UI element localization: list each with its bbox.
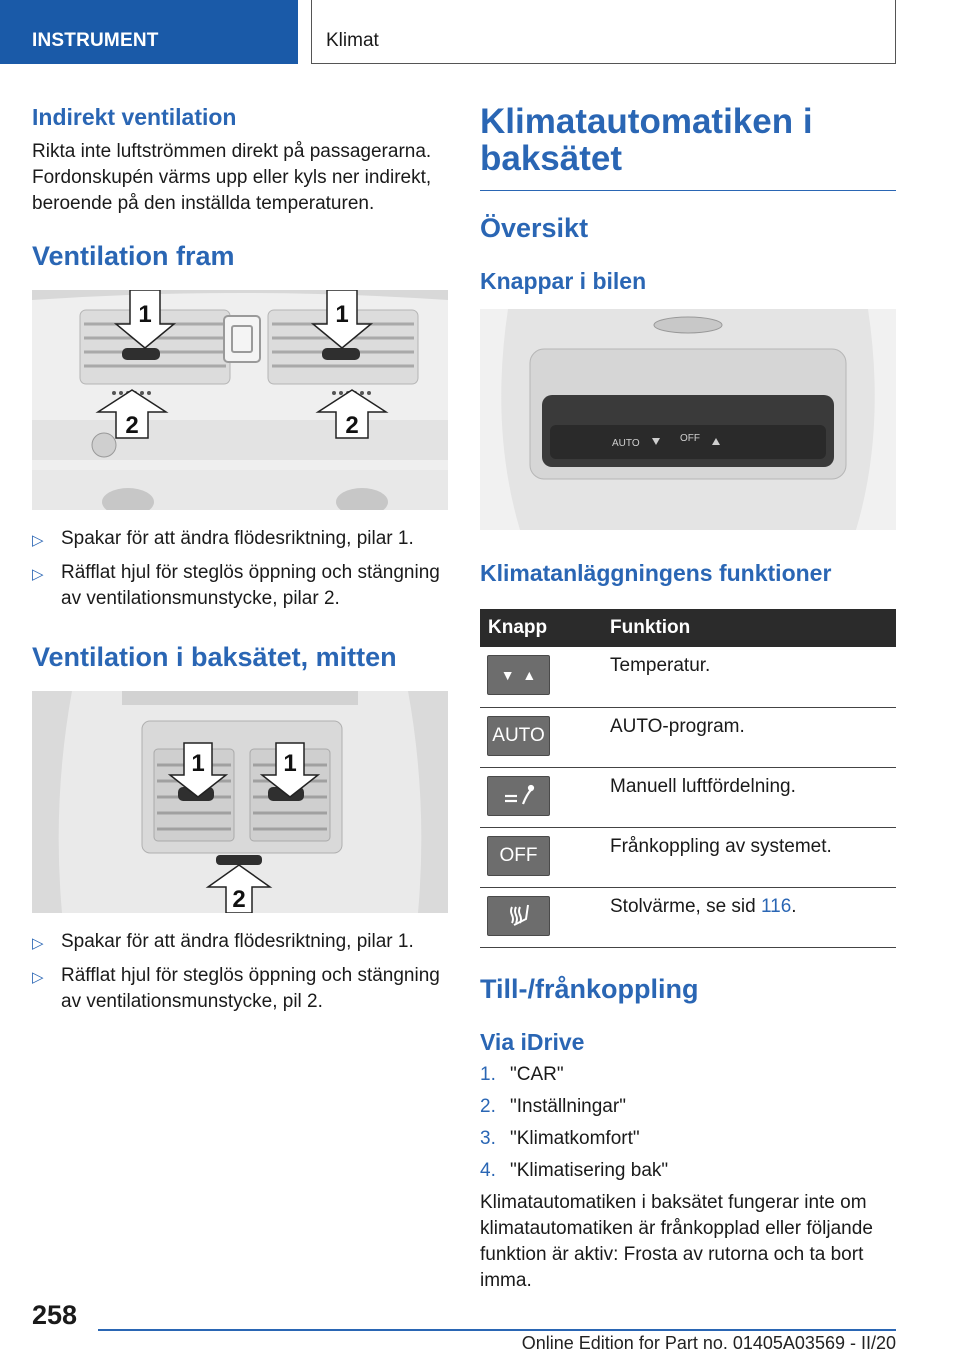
rear-callout-1-right: 1 [283, 750, 297, 777]
rear-ventilation-list [32, 929, 448, 1015]
section-tab[interactable] [0, 0, 298, 64]
page-116-link[interactable]: 116 [761, 895, 792, 917]
onoff-note: Klimatautomatiken i baksätet fungerar inte om klimatautomatiken är frånkopplad eller följande funktion är aktiv: Frosta av rutorna och ta bort imma. [480, 1191, 873, 1291]
functions-heading: Klimatanläggningens funktioner [480, 560, 832, 586]
left-column [32, 100, 448, 1023]
list-item: ▷ Spakar för att ändra flödesriktning, pilar 1. [32, 929, 448, 955]
functions-table [480, 609, 896, 948]
triangle-bullet-icon: ▷ [32, 935, 44, 952]
section-label: INSTRUMENT [32, 30, 159, 51]
table-row: OFF Frånkoppling av systemet. [480, 827, 896, 887]
indirect-ventilation-text: Rikta inte luftströmmen direkt på passagerarna. Fordonskupén värms upp eller kyls ner indirekt, beroende på den inställda temperaturen. [32, 141, 432, 214]
table-header-button: Knapp [480, 609, 610, 647]
list-item: ▷ Räfflat hjul för steglös öppning och stängning av ventilationsmunstycke, pilar 2. [32, 562, 440, 609]
panel-off-label: OFF [680, 433, 700, 444]
triangle-bullet-icon: ▷ [32, 566, 44, 583]
front-callout-1-left: 1 [138, 301, 152, 328]
overview-heading: Översikt [480, 213, 589, 243]
list-item: ▷ Räfflat hjul för steglös öppning och stängning av ventilationsmunstycke, pil 2. [32, 965, 440, 1012]
list-item: ▷ Spakar för att ändra flödesriktning, pilar 1. [32, 526, 448, 552]
onoff-heading: Till-/frånkoppling [480, 973, 699, 1004]
rear-callout-2: 2 [232, 886, 246, 913]
off-button-icon: OFF [487, 836, 550, 876]
rear-climate-heading: Klimatautomatiken i baksätet [480, 102, 813, 178]
idrive-steps [480, 1062, 896, 1184]
buttons-heading: Knappar i bilen [480, 268, 647, 294]
footer-rule [98, 1329, 896, 1331]
front-callout-2-left: 2 [125, 412, 139, 439]
seat-heating-icon [487, 896, 550, 936]
indirect-ventilation-heading: Indirekt ventilation [32, 104, 237, 130]
air-distribution-icon [487, 776, 550, 816]
temperature-arrows-icon: ▼ ▲ [487, 655, 550, 695]
table-row: ▼ ▲ Temperatur. [480, 647, 896, 707]
heading-rule [480, 190, 896, 192]
rear-callout-1-left: 1 [191, 750, 205, 777]
front-ventilation-heading: Ventilation fram [32, 241, 235, 271]
rear-vents-figure [32, 691, 448, 913]
front-vents-figure [32, 290, 448, 510]
rear-climate-panel-figure [480, 309, 896, 530]
panel-auto-label: AUTO [612, 438, 640, 449]
list-item: 3. "Klimatkomfort" [480, 1127, 640, 1149]
page-number: 258 [32, 1300, 78, 1330]
triangle-bullet-icon: ▷ [32, 532, 44, 549]
front-callout-2-right: 2 [345, 412, 359, 439]
table-row: Manuell luftfördelning. [480, 767, 896, 827]
rear-ventilation-heading: Ventilation i baksätet, mitten [32, 642, 397, 672]
chapter-tab [311, 0, 896, 64]
idrive-heading: Via iDrive [480, 1028, 585, 1055]
footer-edition: Online Edition for Part no. 01405A03569 - II/20 [521, 1333, 896, 1353]
table-row: Stolvärme, se sid 116. [480, 887, 896, 947]
list-item: 1. "CAR" [480, 1063, 564, 1085]
table-header-function: Funktion [610, 609, 896, 647]
triangle-bullet-icon: ▷ [32, 969, 44, 986]
chapter-label: Klimat [326, 30, 379, 51]
table-row: AUTO AUTO-program. [480, 707, 896, 767]
auto-button-icon: AUTO [487, 716, 550, 756]
front-ventilation-list [32, 526, 448, 612]
list-item: 4. "Klimatisering bak" [480, 1159, 669, 1181]
front-callout-1-right: 1 [335, 301, 349, 328]
right-column [480, 100, 896, 1294]
list-item: 2. "Inställningar" [480, 1095, 626, 1117]
